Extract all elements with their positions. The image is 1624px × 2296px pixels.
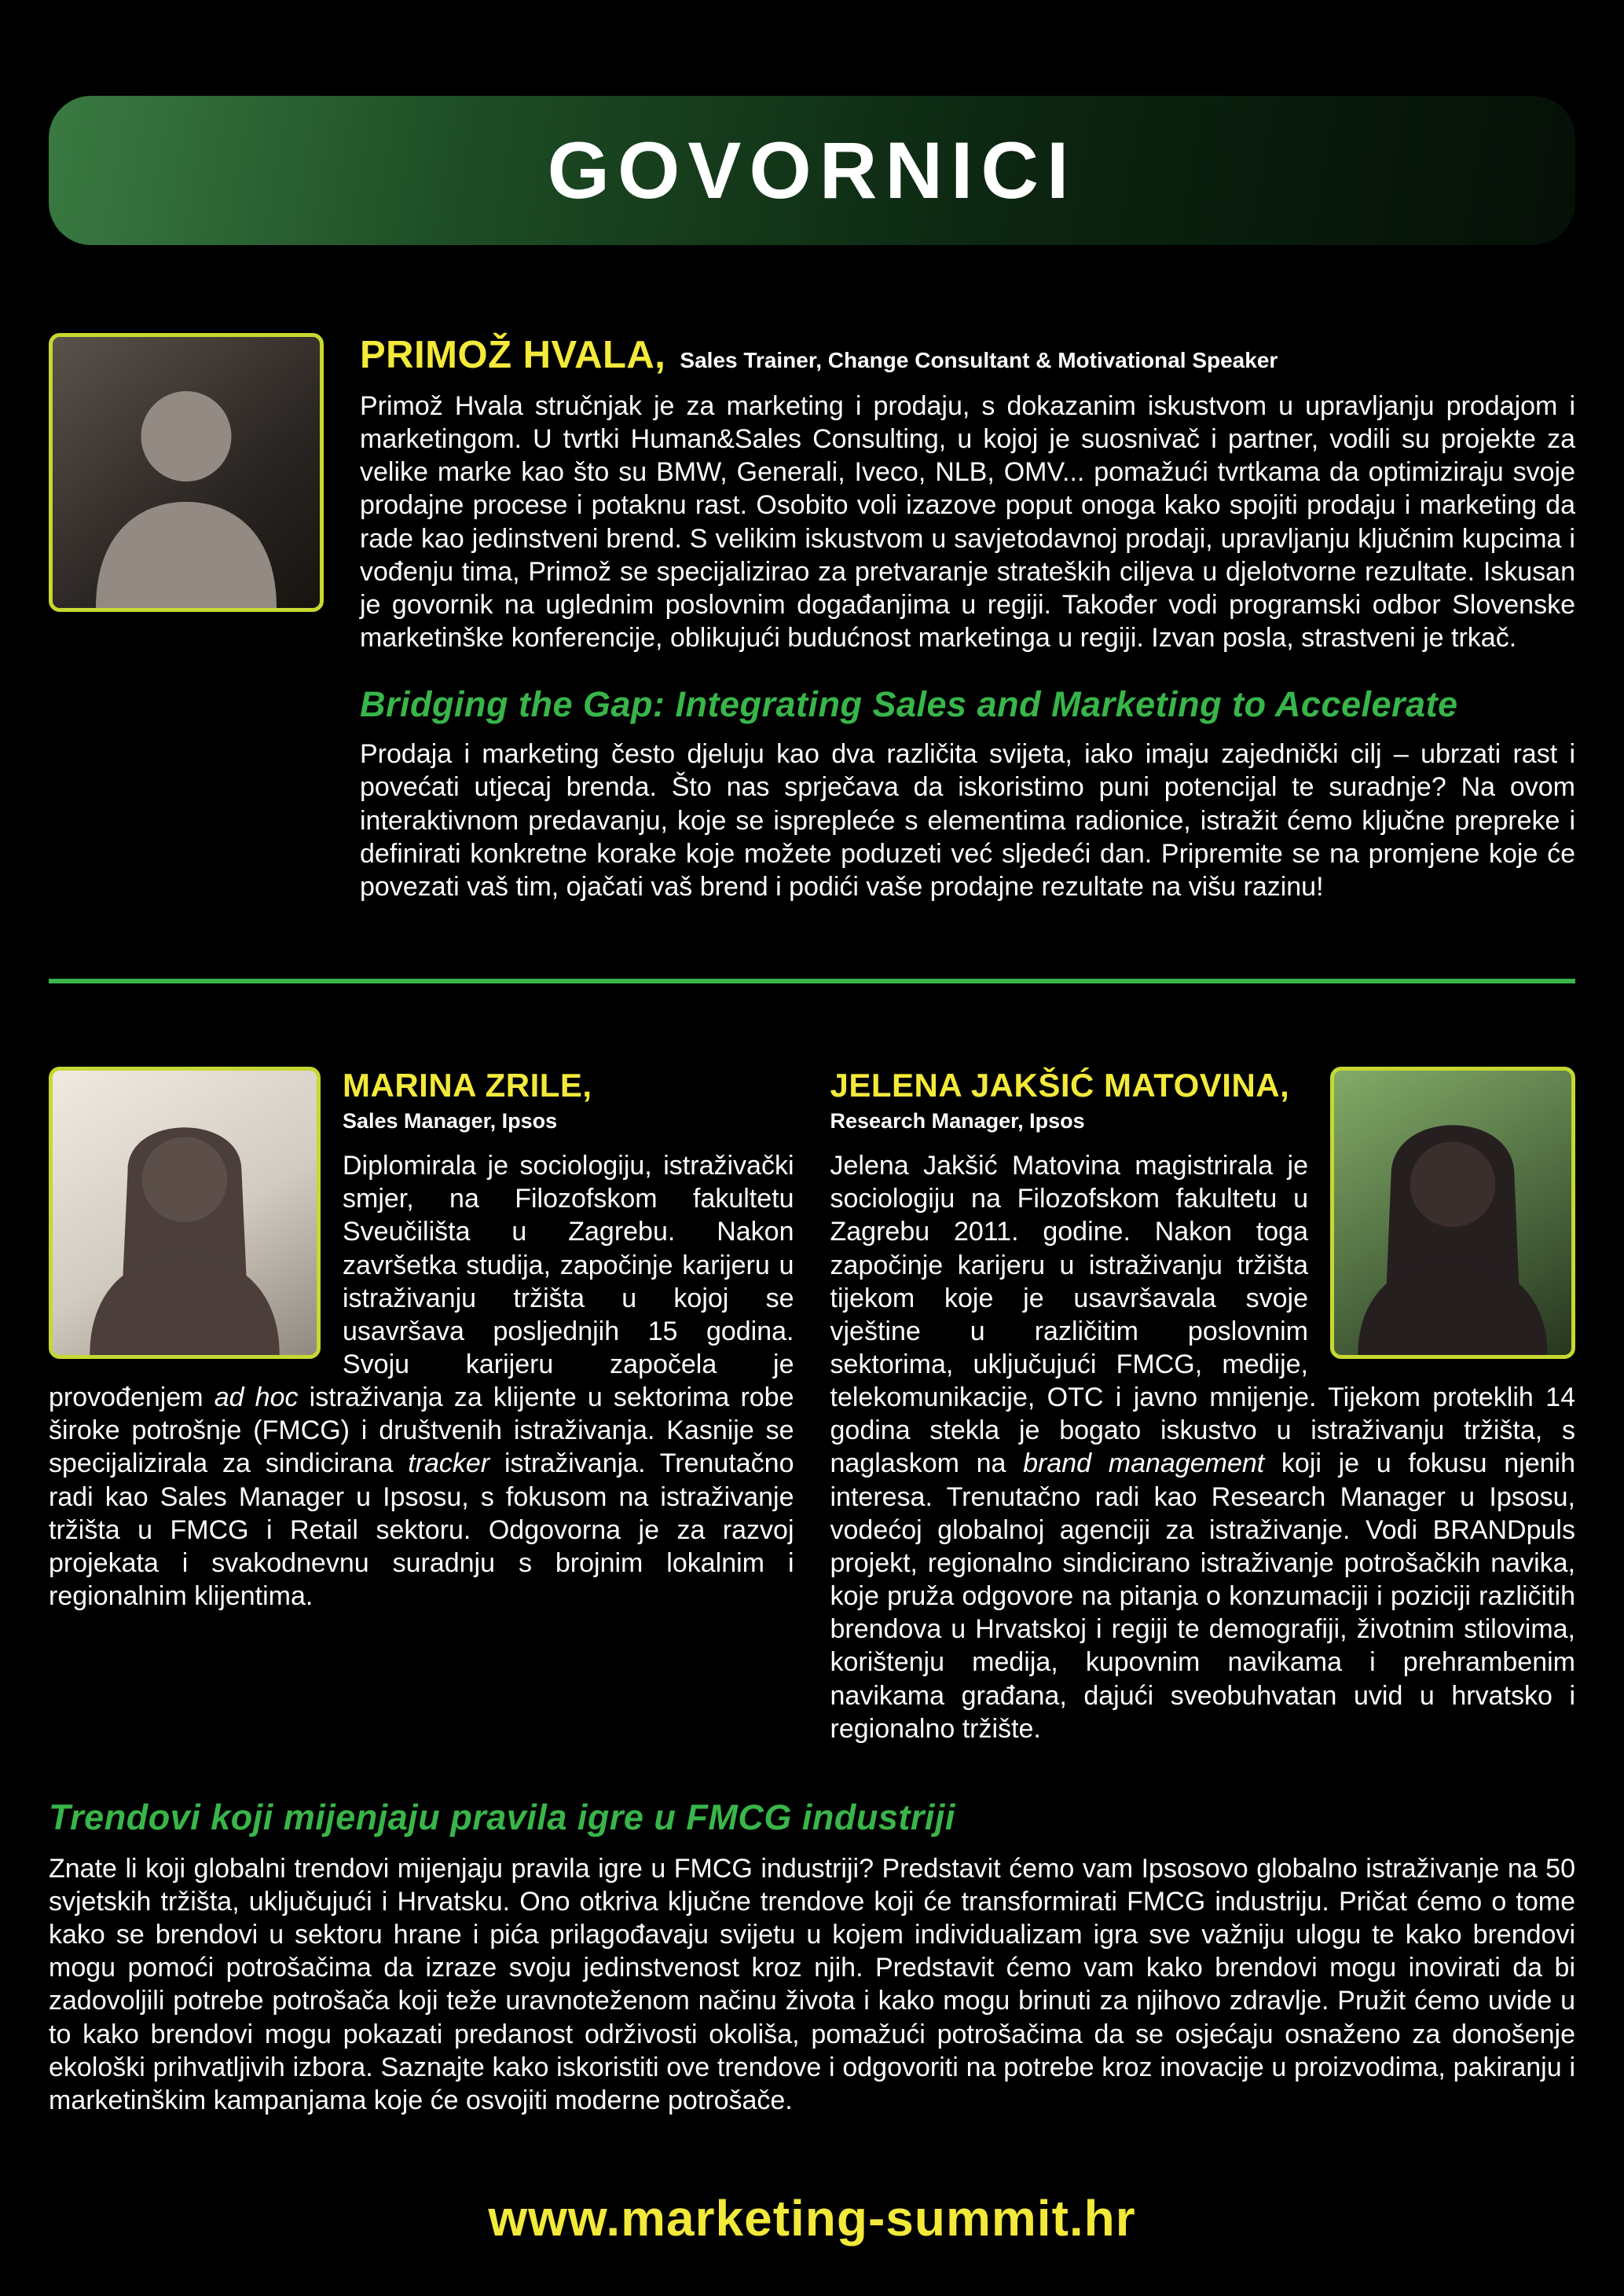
speaker-name-line [360,333,1575,377]
speaker-photo-jelena-jaksic-matovina [1330,1067,1575,1359]
website-link[interactable]: www.marketing-summit.hr [488,2190,1136,2247]
page-title: GOVORNICI [547,125,1077,215]
joint-talk-title: Trendovi koji mijenjaju pravila igre u FMCG industriji [49,1796,955,1837]
talk-description: Prodaja i marketing često djeluju kao dva različita svijeta, iako imaju zajednički cilj – ubrzati rast i povećati utjecaj brenda. Što nas sprječava da iskoristimo puni potencijal te suradnje? Na ovom interaktivnom predavanju, koje se isprepleće s elementima radionice, istražit ćemo ključne prepreke i definirati konkretne korake koje možete poduzeti već sljedeći dan. Pripremite se na promjene koje će povezati vaš tim, ojačati vaš brend i podići vaše prodajne rezultate na višu razinu! [360,739,1575,902]
header-banner [49,96,1575,245]
speaker-role: Research Manager, Ipsos [830,1109,1085,1133]
talk-title: Bridging the Gap: Integrating Sales and Marketing to Accelerate [360,684,1458,725]
speaker-role: Sales Trainer, Change Consultant & Motivational Speaker [680,348,1278,372]
section-divider [49,979,1575,983]
speaker-section-primoz-hvala [49,333,1575,903]
speaker-columns [49,1067,1575,1745]
joint-talk-section [49,1797,1575,2117]
joint-talk-description: Znate li koji globalni trendovi mijenjaju pravila igre u FMCG industriji? Predstavit ćemo vam Ipsosovo globalno istraživanje na 50 svjetskih tržišta, uključujući i Hrvatsku. Ono otkriva ključne trendove koji će transformirati FMCG industriju. Pričat ćemo o tome kako se brendovi u sektoru hrane i pića prilagođavaju svijetu u kojem individualizam igra sve važniju ulogu te kako brendovi mogu pomoći potrošačima da izraze svoju jedinstvenost kroz njih. Predstavit ćemo vam kako brendovi mogu inovirati da bi zadovoljili potrebe potrošača koji teže uravnoteženom načinu života i kako mogu brinuti za njihovo zdravlje. Pružit ćemo uvide u to kako brendovi mogu pokazati predanost održivosti okoliša, pomažući potrošačima da se osjećaju osnaženo za donošenje ekološki prihvatljivih izbora. Saznajte kako iskoristiti ove trendove i odgovoriti na potrebe kroz inovacije u proizvodima, pakiranju i marketinškim kampanjama koje će osvojiti moderne potrošače. [49,1853,1575,2115]
person-silhouette-icon [1334,1071,1571,1355]
speaker-bio: Diplomirala je sociologiju, istraživački smjer, na Filozofskom fakultetu Sveučilišta u Zagrebu. Nakon završetka studija, započinje karijeru u istraživanju tržišta u kojoj se usavršava posljednjih 15 godina. Svoju karijeru započela je provođenjem ad hoc istraživanja za klijente u sektorima robe široke potrošnje (FMCG) i društvenih istraživanja. Kasnije se specijalizirala za sindicirana tracker istraživanja. Trenutačno radi kao Sales Manager u Ipsosu, s fokusom na istraživanje tržišta u FMCG i Retail sektoru. Odgovorna je za razvoj projekata i svakodnevnu suradnju s brojnim lokalnim i regionalnim klijentima. [49,1151,794,1612]
speaker-role: Sales Manager, Ipsos [343,1109,558,1133]
speaker-section-jelena-jaksic-matovina [830,1067,1576,1745]
footer [49,2189,1575,2255]
person-silhouette-icon [53,1071,317,1355]
speaker-content [360,333,1575,903]
speaker-photo-marina-zrile [49,1067,321,1359]
speaker-name: JELENA JAKŠIĆ MATOVINA, [830,1067,1290,1104]
speaker-name: MARINA ZRILE, [343,1067,592,1104]
speaker-photo-primoz-hvala [49,333,324,612]
speaker-bio: Jelena Jakšić Matovina magistrirala je sociologiju na Filozofskom fakultetu u Zagrebu 2011. godine. Nakon toga započinje karijeru u istraživanju tržišta tijekom koje je usavršavala svoje vještine u različitim poslovnim sektorima, uključujući FMCG, medije, telekomunikacije, OTC i javno mnijenje. Tijekom proteklih 14 godina stekla je bogato iskustvo u istraživanju tržišta, s naglaskom na brand management koji je u fokusu njenih interesa. Trenutačno radi kao Research Manager u Ipsosu, vodećoj globalnoj agenciji za istraživanje. Vodi BRANDpuls projekt, regionalno sindicirano istraživanje potrošačkih navika, koje pruža odgovore na pitanja o konzumaciji i poziciji različitih brendova u Hrvatskoj i regiji te demografiji, životnim stilovima, korištenju medija, kupovnim navikama i prehrambenim navikama građana, dajući sveobuhvatan uvid u hrvatsko i regionalno tržište. [830,1151,1575,1744]
speaker-name: PRIMOŽ HVALA, [360,334,666,376]
speaker-section-marina-zrile [49,1067,794,1745]
speaker-bio: Primož Hvala stručnjak je za marketing i prodaju, s dokazanim iskustvom u upravljanju prodajom i marketingom. U tvrtki Human&Sales Consulting, u kojoj je suosnivač i partner, vodili su projekte za velike marke kao što su BMW, Generali, Iveco, NLB, OMV... pomažući tvrtkama da optimiziraju svoje prodajne procese i potaknu rast. Osobito voli izazove poput onoga kako spojiti prodaju i marketing da rade kao jedinstveni brend. S velikim iskustvom u savjetodavnoj prodaji, upravljanju ključnim kupcima i vođenju tima, Primož se specijalizirao za pretvaranje strateških ciljeva u djelotvorne rezultate. Iskusan je govornik na uglednim poslovnim događanjima u regiji. Također vodi programski odbor Slovenske marketinške konferencije, oblikujući budućnost marketinga u regiji. Izvan posla, strastveni je trkač. [360,391,1575,654]
person-silhouette-icon [53,337,320,608]
